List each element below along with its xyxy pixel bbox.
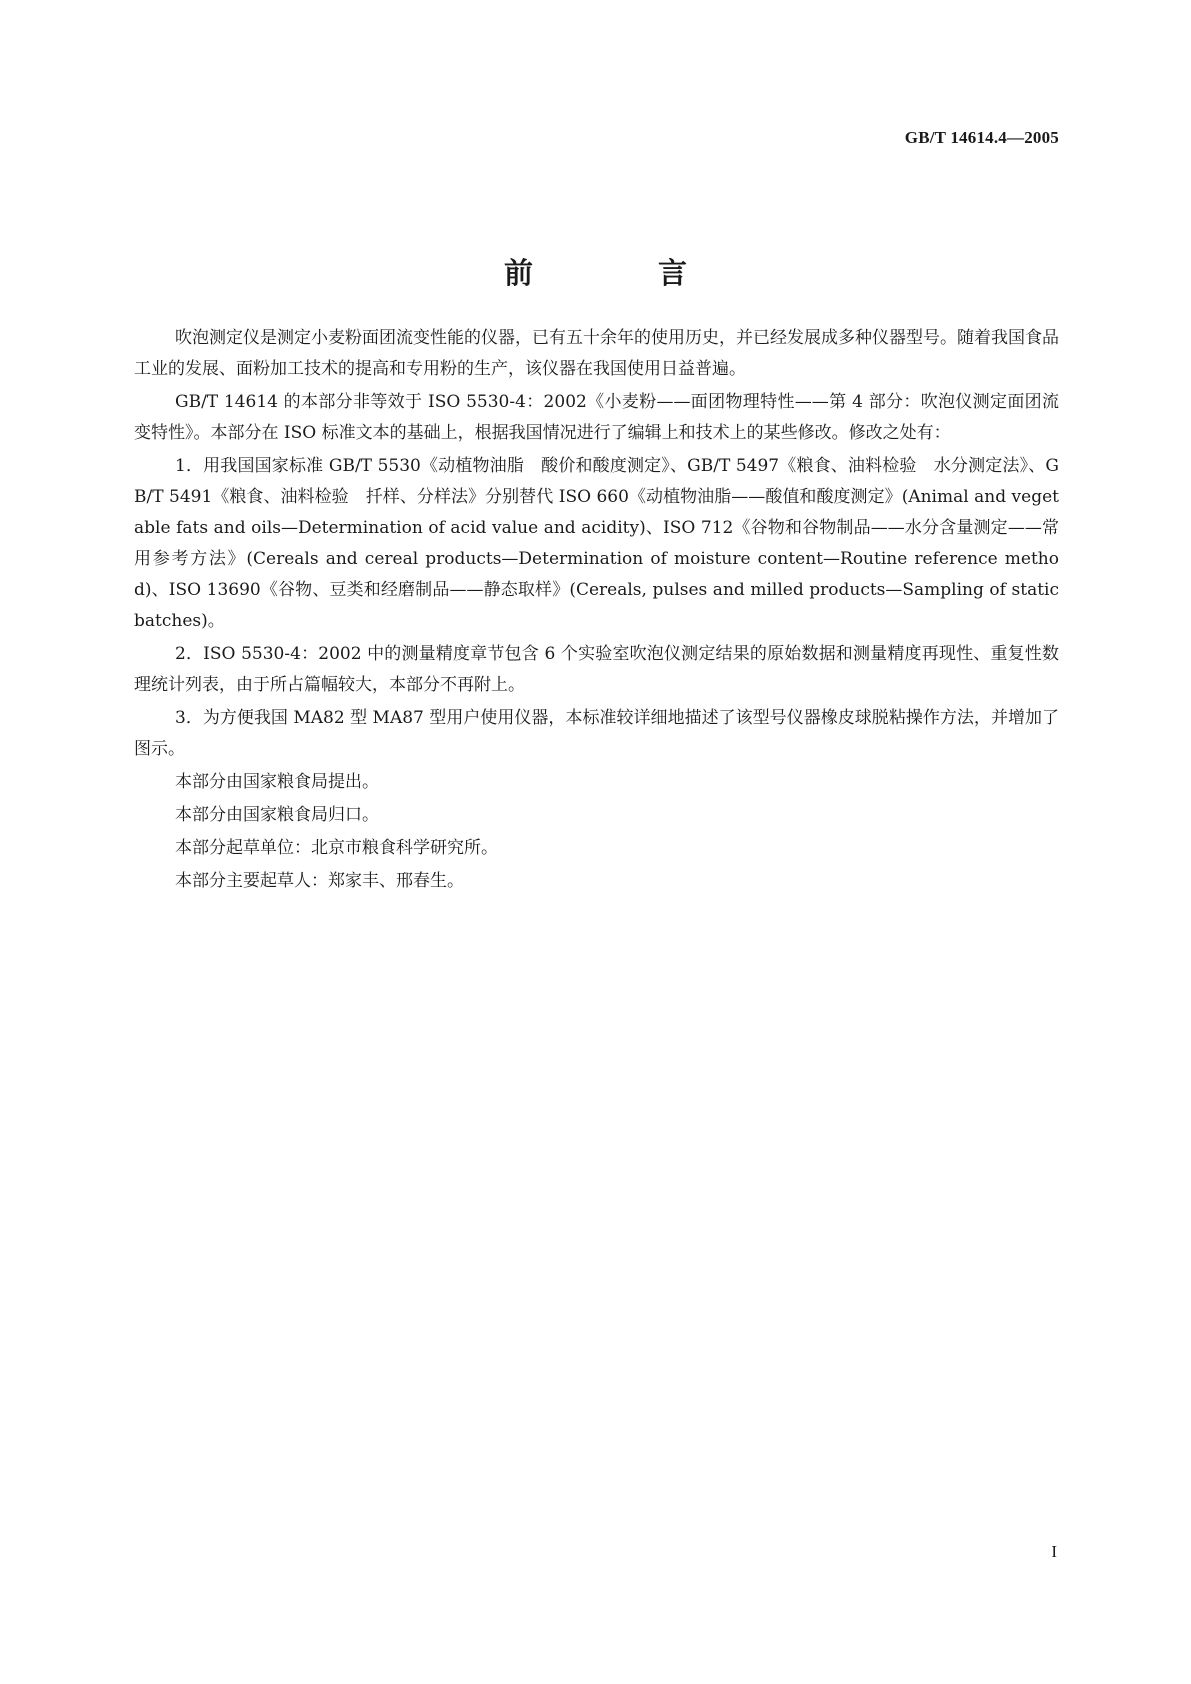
- paragraph-proposer: 本部分由国家粮食局提出。: [175, 772, 379, 792]
- paragraph-intro: 吹泡测定仪是测定小麦粉面团流变性能的仪器，已有五十余年的使用历史，并已经发展成多种仪器型号。随着我国食品工业的发展、面粉加工技术的提高和专用粉的生产，该仪器在我国使用日益普遍。: [134, 328, 1059, 379]
- paragraph-centralized-by: 本部分由国家粮食局归口。: [175, 805, 379, 825]
- paragraph-drafting-unit: 本部分起草单位：北京市粮食科学研究所。: [175, 838, 498, 858]
- page-title: 前 言: [503, 256, 735, 291]
- paragraph-modification-2: 2．ISO 5530-4：2002 中的测量精度章节包含 6 个实验室吹泡仪测定结果的原始数据和测量精度再现性、重复性数理统计列表，由于所占篇幅较大，本部分不再附上。: [134, 644, 1059, 695]
- foreword-body: [134, 323, 1059, 899]
- paragraph-modification-1: 1．用我国国家标准 GB/T 5530《动植物油脂 酸价和酸度测定》、GB/T 5497《粮食、油料检验 水分测定法》、GB/T 5491《粮食、油料检验 扦样、分样法》分别替代 ISO 660《动植物油脂——酸值和酸度测定》(Animal and vegetable fats and oils—Determination of acid value and acidity)、ISO 712《谷物和谷物制品——水分含量测定——常用参考方法》(Cereals and cereal products—Determination of moisture content—Routine reference method)、ISO 13690《谷物、豆类和经磨制品——静态取样》(Cereals, pulses and milled products—Sampling of static batches)。: [134, 456, 1059, 631]
- standard-code: GB/T 14614.4—2005: [904, 128, 1059, 147]
- page-number: I: [1051, 1542, 1057, 1561]
- paragraph-equivalence: GB/T 14614 的本部分非等效于 ISO 5530-4：2002《小麦粉——面团物理特性——第 4 部分：吹泡仪测定面团流变特性》。本部分在 ISO 标准文本的基础上，根据我国情况进行了编辑上和技术上的某些修改。修改之处有：: [134, 392, 1059, 443]
- paragraph-modification-3: 3．为方便我国 MA82 型 MA87 型用户使用仪器，本标准较详细地描述了该型号仪器橡皮球脱粘操作方法，并增加了图示。: [134, 708, 1059, 759]
- paragraph-drafters: 本部分主要起草人：郑家丰、邢春生。: [175, 871, 464, 891]
